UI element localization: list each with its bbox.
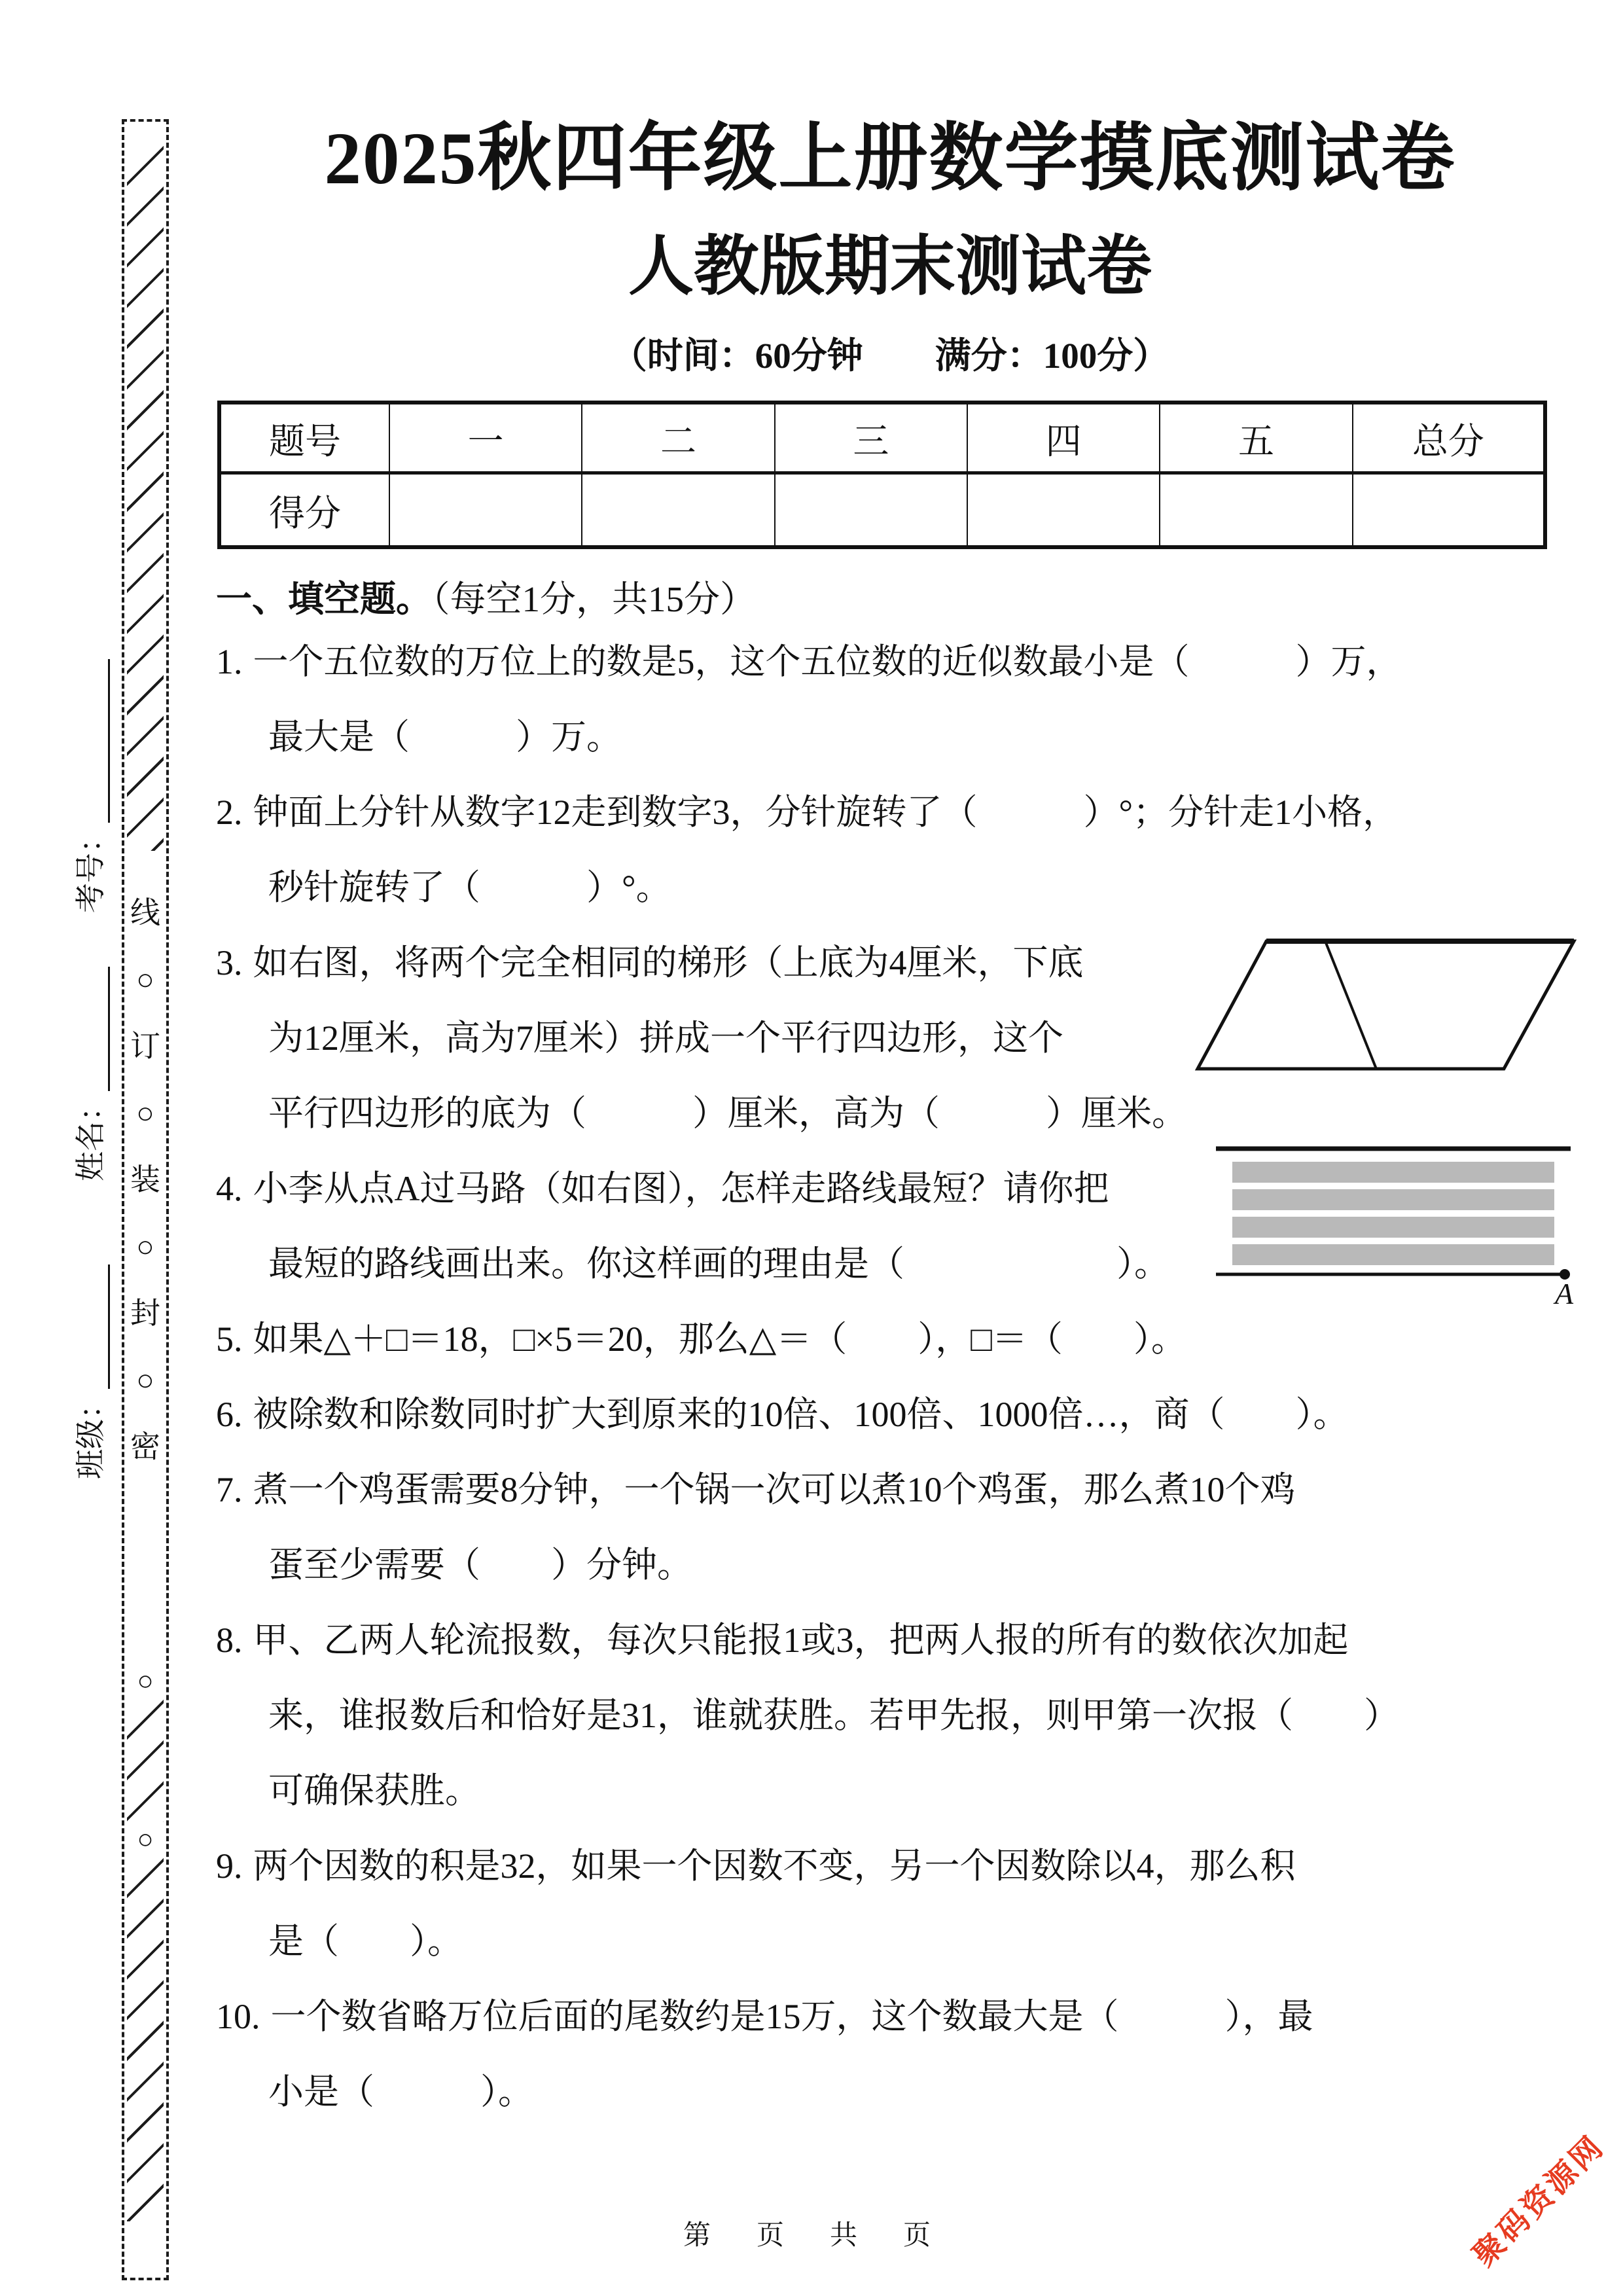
score-cell (967, 473, 1160, 548)
score-row-label: 得分 (219, 473, 389, 548)
score-cell (775, 473, 967, 548)
question-number: 9. (216, 1846, 243, 1886)
seal-char: 密 (130, 1430, 160, 1463)
question-line (216, 1842, 1590, 1890)
student-name-field (73, 965, 110, 1181)
question-line (216, 638, 1590, 685)
score-table (217, 401, 1547, 549)
seal-separator-circle: ○ (136, 1096, 154, 1130)
question-line (216, 713, 1623, 761)
question-line (216, 1541, 1623, 1588)
question-line (216, 1617, 1590, 1664)
crosswalk-stripe (1232, 1244, 1554, 1265)
hatch-pattern-top (127, 145, 164, 851)
score-table-col: 三 (775, 403, 967, 473)
question-line (216, 789, 1590, 836)
question-number: 2. (216, 793, 243, 832)
paper-title: 2025秋四年级上册数学摸底测试卷 (324, 118, 1456, 200)
section-one-note: （每空1分，共15分） (432, 579, 757, 619)
question-text: 如果△＋□＝18，□×5＝20，那么△＝（ ），□＝（ ）。 (253, 1319, 1186, 1359)
class-blank-line (82, 1265, 110, 1389)
seal-separator-circle: ○ (137, 1666, 154, 1696)
crosswalk-stripe (1232, 1189, 1554, 1210)
paper-edition-title: 人教版期末测试卷 (628, 230, 1152, 303)
class-label: 班级： (74, 1389, 107, 1479)
question-text: 最大是（ ）万。 (268, 717, 622, 757)
score-table-header-row (219, 403, 1545, 473)
seal-separator-circle: ○ (137, 1825, 154, 1855)
question-line (216, 864, 1623, 911)
question-number: 10. (216, 1997, 260, 2036)
score-table-col: 四 (967, 403, 1160, 473)
question-text: 来，谁报数后和恰好是31，谁就获胜。若甲先报，则甲第一次报（ ） (268, 1696, 1399, 1735)
seal-char: 封 (130, 1297, 160, 1330)
seal-line-text (124, 897, 166, 1498)
seal-char: 线 (130, 896, 160, 929)
question-text: 两个因数的积是32，如果一个因数不变，另一个因数除以4，那么积 (253, 1846, 1296, 1886)
question-line (216, 1692, 1623, 1739)
question-line (216, 1466, 1590, 1513)
crosswalk-figure (1209, 1142, 1579, 1306)
question-line (216, 1767, 1623, 1814)
question-number: 6. (216, 1395, 243, 1434)
crosswalk-stripe (1232, 1162, 1554, 1183)
question-line (216, 1918, 1623, 1965)
question-text: 如右图，将两个完全相同的梯形（上底为4厘米，下底 (253, 943, 1084, 982)
question-line (216, 1090, 1623, 1137)
question-line (216, 2068, 1623, 2115)
score-table-col: 二 (582, 403, 774, 473)
seal-separator-circle: ○ (136, 963, 154, 996)
seal-char: 装 (130, 1163, 160, 1196)
score-table-score-row (219, 473, 1545, 548)
student-name-blank-line (82, 967, 110, 1091)
question-line (216, 1993, 1590, 2040)
question-line (216, 1391, 1590, 1438)
strip-bottom-decoration (124, 1666, 166, 2221)
question-number: 7. (216, 1470, 243, 1509)
score-table-col: 一 (389, 403, 582, 473)
seal-separator-circle: ○ (136, 1363, 154, 1397)
class-field (73, 1263, 110, 1479)
score-table-col: 五 (1160, 403, 1352, 473)
question-number: 8. (216, 1621, 243, 1660)
question-text: 最短的路线画出来。你这样画的理由是（ ）。 (268, 1244, 1169, 1283)
exam-number-label: 考号： (74, 823, 107, 913)
crosswalk-stripe (1232, 1217, 1554, 1238)
exam-number-blank-line (82, 659, 110, 823)
question-text: 可确保获胜。 (268, 1771, 480, 1810)
section-one-title: 一、填空题。 (216, 579, 433, 619)
question-text: 甲、乙两人轮流报数，每次只能报1或3，把两人报的所有的数依次加起 (253, 1621, 1349, 1660)
site-watermark: 聚码资源网 (1467, 2128, 1612, 2274)
parallelogram-figure (1185, 935, 1584, 1075)
score-cell (389, 473, 582, 548)
score-cell (1160, 473, 1352, 548)
question-line (216, 1316, 1590, 1363)
seal-separator-circle: ○ (136, 1230, 154, 1263)
section-one-heading (216, 576, 1590, 623)
question-text: 蛋至少需要（ ）分钟。 (268, 1545, 692, 1585)
question-text: 秒针旋转了（ ）°。 (268, 868, 671, 907)
question-text: 为12厘米，高为7厘米）拼成一个平行四边形，这个 (268, 1018, 1063, 1058)
question-text: 平行四边形的底为（ ）厘米，高为（ ）厘米。 (268, 1094, 1187, 1133)
question-text: 是（ ）。 (268, 1922, 463, 1961)
time-and-score-note: （时间：60分钟 满分：100分） (611, 336, 1169, 376)
question-number: 4. (216, 1169, 243, 1208)
score-table-corner: 题号 (219, 403, 389, 473)
question-number: 5. (216, 1319, 243, 1359)
question-text: 一个五位数的万位上的数是5，这个五位数的近似数最小是（ ）万， (253, 642, 1402, 681)
student-name-label: 姓名： (74, 1091, 107, 1181)
seal-char: 订 (130, 1030, 160, 1063)
point-a-label: A (1555, 1277, 1574, 1306)
question-text: 一个数省略万位后面的尾数约是15万，这个数最大是（ ），最 (270, 1997, 1313, 2036)
score-cell (1353, 473, 1545, 548)
question-text: 小李从点A过马路（如右图），怎样走路线最短？请你把 (253, 1169, 1109, 1208)
score-table-col: 总分 (1353, 403, 1545, 473)
question-number: 3. (216, 943, 243, 982)
question-text: 被除数和除数同时扩大到原来的10倍、100倍、1000倍…，商（ ）。 (253, 1395, 1349, 1434)
hatch-pattern-middle (127, 1699, 164, 1822)
exam-number-field (73, 632, 110, 913)
question-text: 煮一个鸡蛋需要8分钟，一个锅一次可以煮10个鸡蛋，那么煮10个鸡 (253, 1470, 1296, 1509)
hatch-pattern-bottom (127, 1857, 164, 2221)
question-text: 小是（ ）。 (268, 2072, 533, 2111)
page-number-footer: 第 页 共 页 (683, 2219, 940, 2250)
score-cell (582, 473, 774, 548)
question-number: 1. (216, 642, 243, 681)
question-text: 钟面上分针从数字12走到数字3，分针旋转了（ ）°；分针走1小格， (253, 793, 1399, 832)
seal-binding-strip (122, 119, 169, 2280)
